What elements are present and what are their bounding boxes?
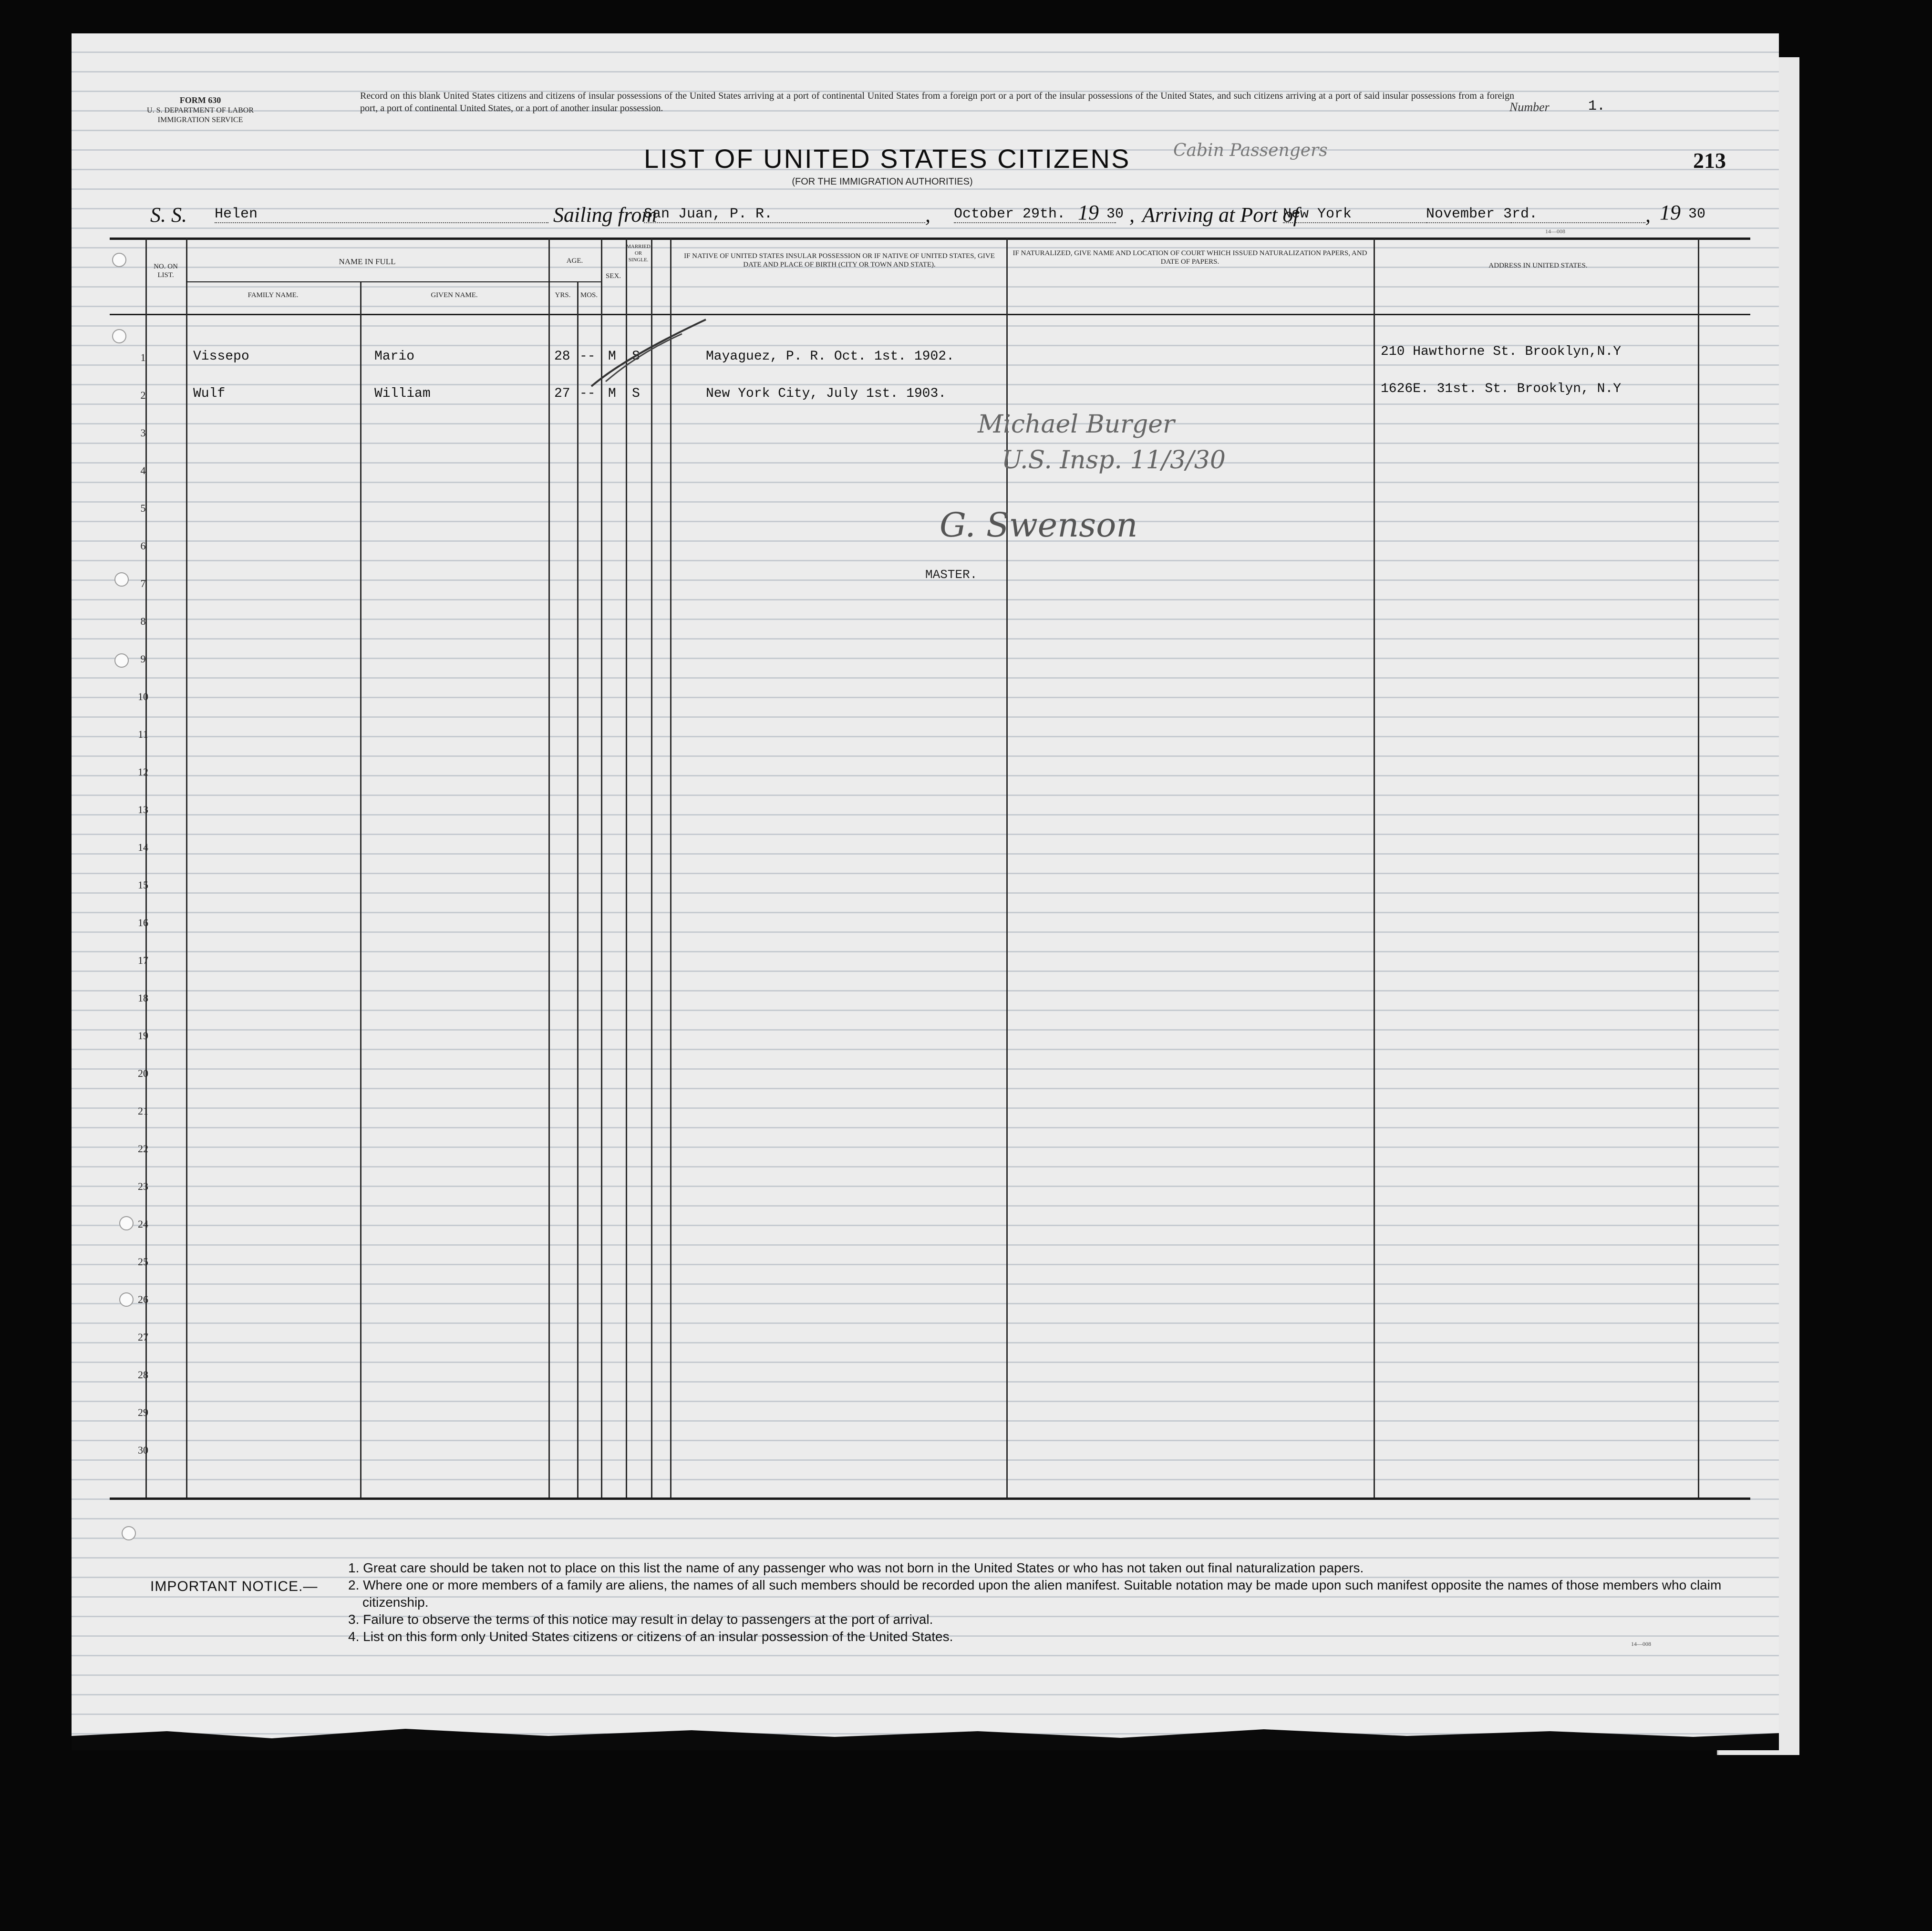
header-bottom-rule <box>110 314 1750 315</box>
page-number: 213 <box>1693 148 1726 173</box>
address-cell: 210 Hawthorne St. Brooklyn,N.Y <box>1381 344 1622 359</box>
arriving-year-prefix: 19 <box>1660 201 1681 224</box>
header-yrs: YRS. <box>555 291 571 299</box>
form-number: FORM 630 <box>179 95 221 105</box>
row-number: 7 <box>140 578 146 589</box>
master-label: MASTER. <box>925 568 978 582</box>
number-label: Number <box>1509 100 1550 114</box>
marital-cell: S <box>632 386 640 401</box>
row-number: 25 <box>138 1256 148 1268</box>
row-number: 14 <box>138 841 148 853</box>
service-name: IMMIGRATION SERVICE <box>157 116 243 124</box>
row-number: 1 <box>140 351 146 363</box>
row-number: 27 <box>138 1331 148 1343</box>
header-married-or-single: MARRIED OR SINGLE. <box>626 244 651 263</box>
page-subtitle: (FOR THE IMMIGRATION AUTHORITIES) <box>792 176 973 187</box>
family-name-cell: Vissepo <box>193 349 249 364</box>
row-number: 11 <box>138 728 148 740</box>
row-number: 29 <box>138 1406 148 1418</box>
table-top-rule <box>110 238 1750 240</box>
manifest-page: FORM 630 U. S. DEPARTMENT OF LABOR IMMIGRATION SERVICE Record on this blank United States citizens and citizens of insular possessions of the United States arriving at a port of continental United States from a foreign port or a port of the insular possessions of the United States, and such citizens arriving at a port of said insular possessions from a foreign port, a port of continental United States, or a port of another insular possession. Number 1. LIST OF UNITED STATES CITIZENS Cabin Passengers 213 (FOR THE IMMIGRATION AUTHORITIES) S. S. Helen Sailing from San Juan, P. R. , October 29th. 19 30 , Arriving at Port of New York November 3rd. , 19 30 14—008 NO. ON LIST. NAME IN FULL FAMILY NAME. GIVEN NAME. AGE. YRS. MOS. SEX. MARRIED OR SINGLE. IF NATIVE OF UNITED STATES INSULAR POSSESSION OR IF NATIVE OF UNITED STATES, GIVE DATE AND PLACE OF BIRTH (CITY OR TOWN AND STATE). IF NATURALIZED, GIVE NAME AND LOCATION OF COURT WHICH ISSUED NATURALIZATION PAPERS, AND DATE OF PAPERS. ADDRESS IN UNITED STATES. 1 2 3 4 5 6 7 8 9 10 11 12 13 14 15 16 17 18 19 20 21 22 23 24 25 26 27 28 29 30 Vissepo Mario 28 -- M S Mayaguez, P. R. Oct. 1st. 1902. 210 Hawthorne St. Brooklyn,N.Y Wulf William 27 -- M S New York City, July 1st. 1903. 1626E. 31st. St. Brooklyn, N.Y Michael Burger U.S. Insp. 11/3/30 G. Swenson MASTER. IMPORTANT NOTICE.— 1. Great care should be taken not to place on this list the name of any passenger who was not born in the United States or who has not taken out final naturalization papers. 2. Where one or more members of a family are aliens, the names of all such members should be recorded upon the alien manifest. Suitable notation may be made upon such manifest opposite the names of those members who claim citizenship. 3. Failure to observe the terms of this notice may result in delay to passengers at the port of arrival. 4. List on this form only United States citizens or citizens of an insular possession of the United States. 14—008 <box>72 33 1779 1750</box>
row-number: 23 <box>138 1180 148 1192</box>
row-number: 3 <box>140 427 146 439</box>
punch-hole <box>114 653 129 668</box>
header-address: ADDRESS IN UNITED STATES. <box>1488 262 1588 269</box>
torn-edge <box>72 1717 1779 1750</box>
punch-hole <box>112 329 126 343</box>
notice-item: 2. Where one or more members of a family are aliens, the names of all such members should be recorded upon the alien manifest. Suitable notation may be made upon such manifest opposite the names of those members who claim citizenship. <box>348 1578 1722 1610</box>
sailing-port: San Juan, P. R. <box>644 206 925 223</box>
handwritten-cabin-note: Cabin Passengers <box>1173 141 1328 160</box>
sailing-year-prefix: 19 <box>1078 201 1099 224</box>
pencil-check-mark <box>587 315 711 391</box>
age-years-cell: 27 <box>554 386 570 401</box>
header-name-in-full: NAME IN FULL <box>339 257 396 266</box>
given-name-cell: William <box>374 386 431 401</box>
header-birth: IF NATIVE OF UNITED STATES INSULAR POSSESSION OR IF NATIVE OF UNITED STATES, GIVE DATE AND PLACE OF BIRTH (CITY OR TOWN AND STATE). <box>684 252 995 268</box>
given-name-cell: Mario <box>374 349 415 364</box>
inspector-signature: Michael Burger <box>978 410 1175 439</box>
arriving-year: 30 <box>1688 206 1706 222</box>
header-no-on-list: NO. ON LIST. <box>154 263 178 279</box>
row-number: 9 <box>140 653 146 665</box>
form-identifier <box>110 95 291 125</box>
row-number: 20 <box>138 1067 148 1079</box>
row-number: 4 <box>140 465 146 476</box>
page-title: LIST OF UNITED STATES CITIZENS <box>644 144 1131 174</box>
row-number: 2 <box>140 389 146 401</box>
row-number: 10 <box>138 691 148 702</box>
row-number: 28 <box>138 1369 148 1381</box>
row-number: 16 <box>138 917 148 929</box>
form-code-bottom: 14—008 <box>1631 1641 1651 1647</box>
row-number: 12 <box>138 766 148 778</box>
header-mos: MOS. <box>580 291 598 299</box>
sailing-label: Sailing from <box>553 203 657 227</box>
sailing-date: October 29th. <box>954 206 1116 223</box>
header-sex: SEX. <box>605 272 621 280</box>
row-number: 13 <box>138 804 148 816</box>
notice-list <box>348 1559 1760 1645</box>
notice-item: 4. List on this form only United States citizens or citizens of an insular possession of the United States. <box>348 1629 953 1644</box>
marital-cell: S <box>632 349 640 364</box>
table-bottom-rule <box>110 1497 1750 1500</box>
ship-line <box>150 203 187 236</box>
age-years-cell: 28 <box>554 349 570 364</box>
sex-cell: M <box>608 349 616 364</box>
number-value: 1. <box>1588 98 1606 114</box>
header-age: AGE. <box>566 257 583 265</box>
address-cell: 1626E. 31st. St. Brooklyn, N.Y <box>1381 382 1622 396</box>
ship-name: Helen <box>215 206 548 223</box>
arriving-label: Arriving at Port of <box>1142 203 1299 227</box>
header-family-name: FAMILY NAME. <box>248 291 299 299</box>
row-number: 21 <box>138 1105 148 1117</box>
family-name-cell: Wulf <box>193 386 226 401</box>
notice-label: IMPORTANT NOTICE.— <box>150 1579 318 1594</box>
record-instructions: Record on this blank United States citizens and citizens of insular possessions of the United States arriving at a port of continental United States from a foreign port or a port of the insular possessions of the United States, and such citizens arriving at a port of said insular possessions from a foreign port, a port of continental United States, or a port of another insular possession. <box>360 91 1514 114</box>
inspector-title: U.S. Insp. 11/3/30 <box>1002 446 1226 475</box>
birth-cell: New York City, July 1st. 1903. <box>706 386 947 401</box>
row-number: 22 <box>138 1143 148 1155</box>
header-naturalized: IF NATURALIZED, GIVE NAME AND LOCATION OF COURT WHICH ISSUED NATURALIZATION PAPERS, AND DATE OF PAPERS. <box>1012 249 1367 266</box>
birth-cell: Mayaguez, P. R. Oct. 1st. 1902. <box>706 349 954 364</box>
punch-hole <box>112 253 126 267</box>
row-number: 18 <box>138 992 148 1004</box>
notice-item: 1. Great care should be taken not to place on this list the name of any passenger who was not born in the United States or who has not taken out final naturalization papers. <box>348 1560 1364 1575</box>
row-number: 24 <box>138 1218 148 1230</box>
header-given-name: GIVEN NAME. <box>431 291 478 299</box>
arriving-date: November 3rd. <box>1426 206 1645 223</box>
sailing-year: 30 <box>1106 206 1124 222</box>
notice-item: 3. Failure to observe the terms of this notice may result in delay to passengers at the port of arrival. <box>348 1612 933 1627</box>
ss-label: S. S. <box>150 203 187 227</box>
punch-hole <box>114 572 129 587</box>
arriving-port: New York <box>1283 206 1512 223</box>
row-number: 15 <box>138 879 148 891</box>
row-number: 5 <box>140 502 146 514</box>
age-months-cell: -- <box>579 349 596 364</box>
form-code-top: 14—008 <box>1545 228 1565 235</box>
row-number: 8 <box>140 615 146 627</box>
row-number: 17 <box>138 954 148 966</box>
master-signature: G. Swenson <box>940 506 1138 545</box>
department-name: U. S. DEPARTMENT OF LABOR <box>147 106 254 114</box>
punch-hole <box>122 1526 136 1540</box>
row-number: 26 <box>138 1293 148 1305</box>
row-number: 30 <box>138 1444 148 1456</box>
row-number: 6 <box>140 540 146 552</box>
age-months-cell: -- <box>579 386 596 401</box>
row-number: 19 <box>138 1030 148 1042</box>
sex-cell: M <box>608 386 616 401</box>
